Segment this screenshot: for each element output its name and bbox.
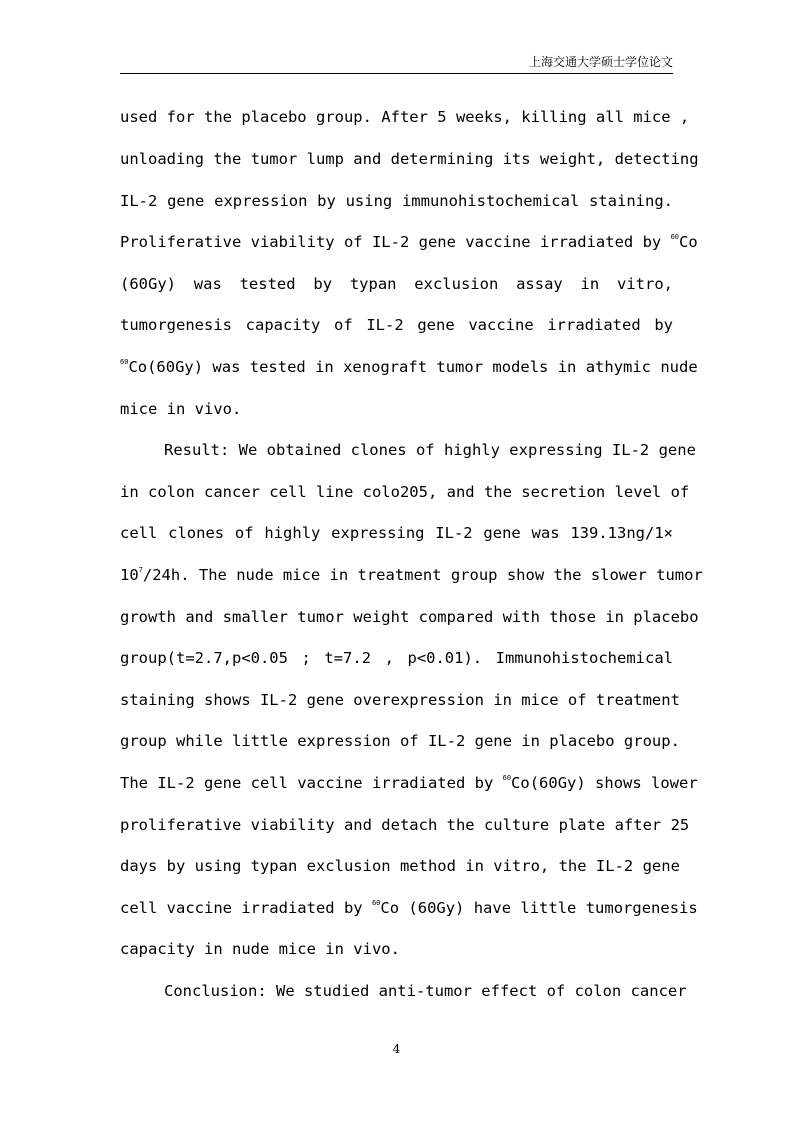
body-line: capacity in nude mice in vivo.	[120, 940, 400, 958]
body-line: growth and smaller tumor weight compared with those in placebo	[120, 608, 699, 626]
header-rule	[120, 73, 673, 74]
body-line: group while little expression of IL-2 gene in placebo group.	[120, 732, 680, 750]
body-line: group(t=2.7,p<0.05 ; t=7.2 , p<0.01). Immunohistochemical	[120, 649, 673, 667]
body-line: staining shows IL-2 gene overexpression in mice of treatment	[120, 691, 680, 709]
running-header: 上海交通大学硕士学位论文	[528, 55, 673, 69]
superscript: 60	[670, 233, 680, 241]
body-line: proliferative viability and detach the culture plate after 25	[120, 816, 690, 834]
body-line: Result: We obtained clones of highly expressing IL-2 gene	[164, 441, 696, 459]
body-line: (60Gy) was tested by typan exclusion assay in vitro,	[120, 275, 673, 293]
body-line	[120, 565, 703, 585]
line-text: Co(60Gy) shows lower	[511, 774, 698, 792]
line-text: cell vaccine irradiated by	[120, 899, 372, 917]
line-text: 10	[120, 566, 139, 584]
line-text: The IL-2 gene cell vaccine irradiated by	[120, 774, 503, 792]
line-text: Co	[679, 233, 698, 251]
page-number: 4	[392, 1042, 401, 1056]
body-line: used for the placebo group. After 5 weeks, killing all mice ,	[120, 108, 690, 126]
body-line: unloading the tumor lump and determining its weight, detecting	[120, 150, 699, 168]
body-line: days by using typan exclusion method in vitro, the IL-2 gene	[120, 857, 680, 875]
superscript: 60	[502, 774, 512, 782]
body-line: cell clones of highly expressing IL-2 gene was 139.13ng/1×	[120, 524, 673, 542]
superscript: 7	[138, 566, 143, 574]
line-text: Co (60Gy) have little tumorgenesis	[380, 899, 698, 917]
body-line	[120, 773, 698, 793]
body-line: tumorgenesis capacity of IL-2 gene vaccine irradiated by	[120, 316, 673, 334]
body-line: mice in vivo.	[120, 400, 242, 418]
body-line: in colon cancer cell line colo205, and the secretion level of	[120, 483, 690, 501]
line-text: /24h. The nude mice in treatment group show the slower tumor	[142, 566, 703, 584]
line-text: Co(60Gy) was tested in xenograft tumor models in athymic nude	[128, 358, 698, 376]
line-text: Proliferative viability of IL-2 gene vaccine irradiated by	[120, 233, 671, 251]
body-line: Conclusion: We studied anti-tumor effect of colon cancer	[164, 982, 687, 1000]
body-line: IL-2 gene expression by using immunohistochemical staining.	[120, 192, 673, 210]
body-line	[120, 357, 698, 377]
superscript: 60	[120, 358, 129, 366]
superscript: 60	[371, 899, 381, 907]
body-line	[120, 232, 698, 252]
body-line	[120, 898, 698, 918]
